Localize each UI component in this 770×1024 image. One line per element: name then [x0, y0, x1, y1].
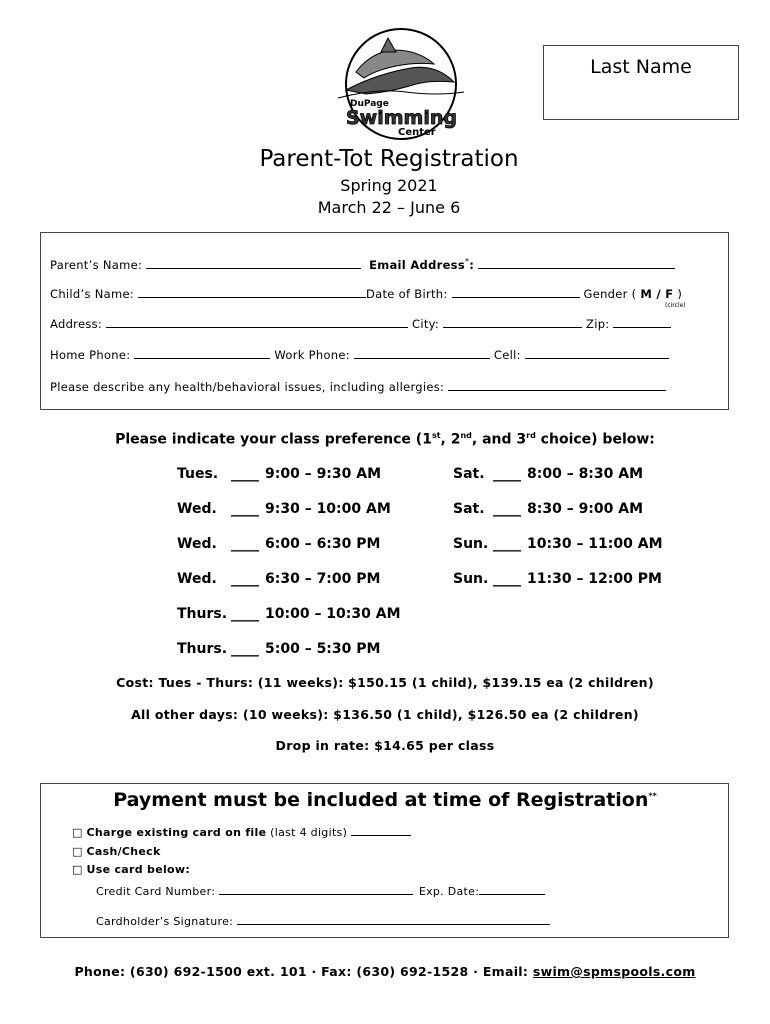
address-row [50, 317, 671, 331]
schedule-time: 6:00 – 6:30 PM [265, 536, 381, 552]
cash-check-checkbox[interactable]: □ [72, 845, 83, 858]
cash-check-label: Cash/Check [86, 845, 161, 858]
schedule-day: Sun. [453, 536, 489, 552]
phone-row [50, 348, 669, 362]
cost-other-days: All other days: (10 weeks): $136.50 (1 child), $126.50 ea (2 children) [131, 707, 639, 722]
signature-row [96, 914, 550, 928]
pref-sup-3: rd [526, 431, 536, 440]
page-title: Parent-Tot Registration [259, 146, 519, 172]
cell-label: Cell: [493, 348, 521, 362]
schedule-option [177, 466, 381, 482]
schedule-option [177, 501, 391, 517]
option-charge-card [72, 825, 411, 839]
dob-label: Date of Birth: [365, 287, 448, 301]
schedule-option [177, 641, 380, 657]
schedule-rank-blank[interactable]: ____ [493, 466, 521, 482]
charge-card-label: Charge existing card on file [86, 826, 267, 839]
pref-text-1: Please indicate your class preference (1 [115, 431, 432, 448]
logo-text-swimming: Swimming [346, 107, 457, 129]
schedule-time: 5:00 – 5:30 PM [265, 641, 381, 657]
child-name-row [50, 287, 682, 301]
pref-text-2: , 2 [440, 431, 461, 448]
health-field[interactable] [448, 380, 666, 391]
charge-card-checkbox[interactable]: □ [72, 826, 83, 839]
session-dates: March 22 – June 6 [317, 198, 461, 217]
exp-date-field[interactable] [479, 884, 545, 895]
logo-text-dupage: DuPage [350, 99, 389, 109]
pref-text-4: choice) below: [535, 431, 655, 448]
contact-footer [0, 964, 770, 979]
schedule-day: Sun. [453, 571, 489, 587]
schedule-option [177, 606, 401, 622]
last-name-label: Last Name [590, 56, 692, 78]
credit-card-row [96, 884, 545, 898]
health-label: Please describe any health/behavioral issues, including allergies: [50, 380, 445, 394]
use-card-label: Use card below: [86, 863, 191, 876]
address-field[interactable] [106, 317, 408, 328]
option-use-card [72, 863, 190, 876]
use-card-checkbox[interactable]: □ [72, 863, 83, 876]
email-asterisk: * [464, 257, 470, 266]
schedule-rank-blank[interactable]: ____ [493, 536, 521, 552]
schedule-day: Sat. [453, 501, 485, 517]
email-field[interactable] [478, 258, 675, 269]
schedule-day: Thurs. [177, 641, 228, 657]
exp-date-label: Exp. Date: [418, 885, 480, 898]
schedule-rank-blank[interactable]: ____ [231, 606, 259, 622]
class-preference-heading [0, 431, 770, 448]
schedule-option [177, 571, 380, 587]
logo-text-center: Center [398, 127, 436, 138]
schedule-time: 9:00 – 9:30 AM [265, 466, 382, 482]
child-name-field[interactable] [138, 287, 366, 298]
city-field[interactable] [443, 317, 582, 328]
cost-weekday: Cost: Tues - Thurs: (11 weeks): $150.15 (1 child), $139.15 ea (2 children) [116, 675, 654, 690]
zip-label: Zip: [586, 317, 610, 331]
address-label: Address: [50, 317, 103, 331]
work-phone-field[interactable] [354, 348, 490, 359]
pref-sup-1: st [431, 431, 441, 440]
schedule-day: Tues. [177, 466, 219, 482]
schedule-day: Wed. [177, 501, 217, 517]
footer-contact-text: Phone: (630) 692-1500 ext. 101 · Fax: (630) 692-1528 · Email: [74, 964, 529, 979]
schedule-rank-blank[interactable]: ____ [493, 501, 521, 517]
work-phone-label: Work Phone: [274, 348, 350, 362]
schedule-option [177, 536, 380, 552]
cc-number-field[interactable] [219, 884, 413, 895]
payment-title-mark: ** [648, 791, 657, 801]
email-label: Email Address [369, 257, 465, 272]
payment-title-text: Payment must be included at time of Registration [113, 789, 649, 811]
schedule-time: 11:30 – 12:00 PM [527, 571, 662, 587]
gender-options[interactable]: M / F [640, 287, 674, 301]
circle-note: (circle) [665, 302, 686, 309]
dupage-swimming-center-logo [336, 22, 466, 152]
home-phone-label: Home Phone: [50, 348, 131, 362]
season: Spring 2021 [340, 176, 438, 195]
schedule-day: Thurs. [177, 606, 228, 622]
schedule-time: 8:30 – 9:00 AM [527, 501, 644, 517]
schedule-time: 10:30 – 11:00 AM [527, 536, 663, 552]
schedule-option [453, 501, 643, 517]
pref-sup-2: nd [460, 431, 472, 440]
child-name-label: Child’s Name: [50, 287, 135, 301]
gender-close: ) [677, 287, 683, 301]
parent-name-label: Parent’s Name: [50, 257, 143, 272]
schedule-rank-blank[interactable]: ____ [231, 571, 259, 587]
footer-email-link[interactable]: swim@spmspools.com [532, 964, 696, 979]
zip-field[interactable] [613, 317, 671, 328]
dob-field[interactable] [452, 287, 580, 298]
schedule-option [453, 536, 663, 552]
schedule-rank-blank[interactable]: ____ [493, 571, 521, 587]
schedule-time: 8:00 – 8:30 AM [527, 466, 644, 482]
last-name-box[interactable] [543, 45, 739, 120]
schedule-time: 9:30 – 10:00 AM [265, 501, 391, 517]
schedule-rank-blank[interactable]: ____ [231, 536, 259, 552]
parent-name-field[interactable] [146, 258, 361, 269]
schedule-rank-blank[interactable]: ____ [231, 501, 259, 517]
schedule-option [453, 466, 643, 482]
option-cash-check [72, 845, 161, 858]
schedule-rank-blank[interactable]: ____ [231, 466, 259, 482]
cc-number-label: Credit Card Number: [96, 885, 216, 898]
schedule-time: 10:00 – 10:30 AM [265, 606, 401, 622]
schedule-day: Wed. [177, 571, 217, 587]
email-colon: : [469, 257, 475, 272]
gender-label: Gender ( [583, 287, 637, 301]
health-row [50, 380, 666, 394]
schedule-rank-blank[interactable]: ____ [231, 641, 259, 657]
last4-field[interactable] [351, 825, 411, 836]
city-label: City: [412, 317, 440, 331]
schedule-day: Wed. [177, 536, 217, 552]
charge-card-note: (last 4 digits) [270, 826, 348, 839]
pref-text-3: , and 3 [471, 431, 527, 448]
cell-field[interactable] [525, 348, 669, 359]
parent-name-row [50, 257, 675, 272]
drop-in-rate: Drop in rate: $14.65 per class [275, 738, 495, 753]
schedule-day: Sat. [453, 466, 485, 482]
home-phone-field[interactable] [134, 348, 270, 359]
schedule-time: 6:30 – 7:00 PM [265, 571, 381, 587]
signature-label: Cardholder’s Signature: [96, 915, 234, 928]
payment-heading [0, 789, 770, 811]
signature-field[interactable] [237, 914, 550, 925]
schedule-option [453, 571, 662, 587]
